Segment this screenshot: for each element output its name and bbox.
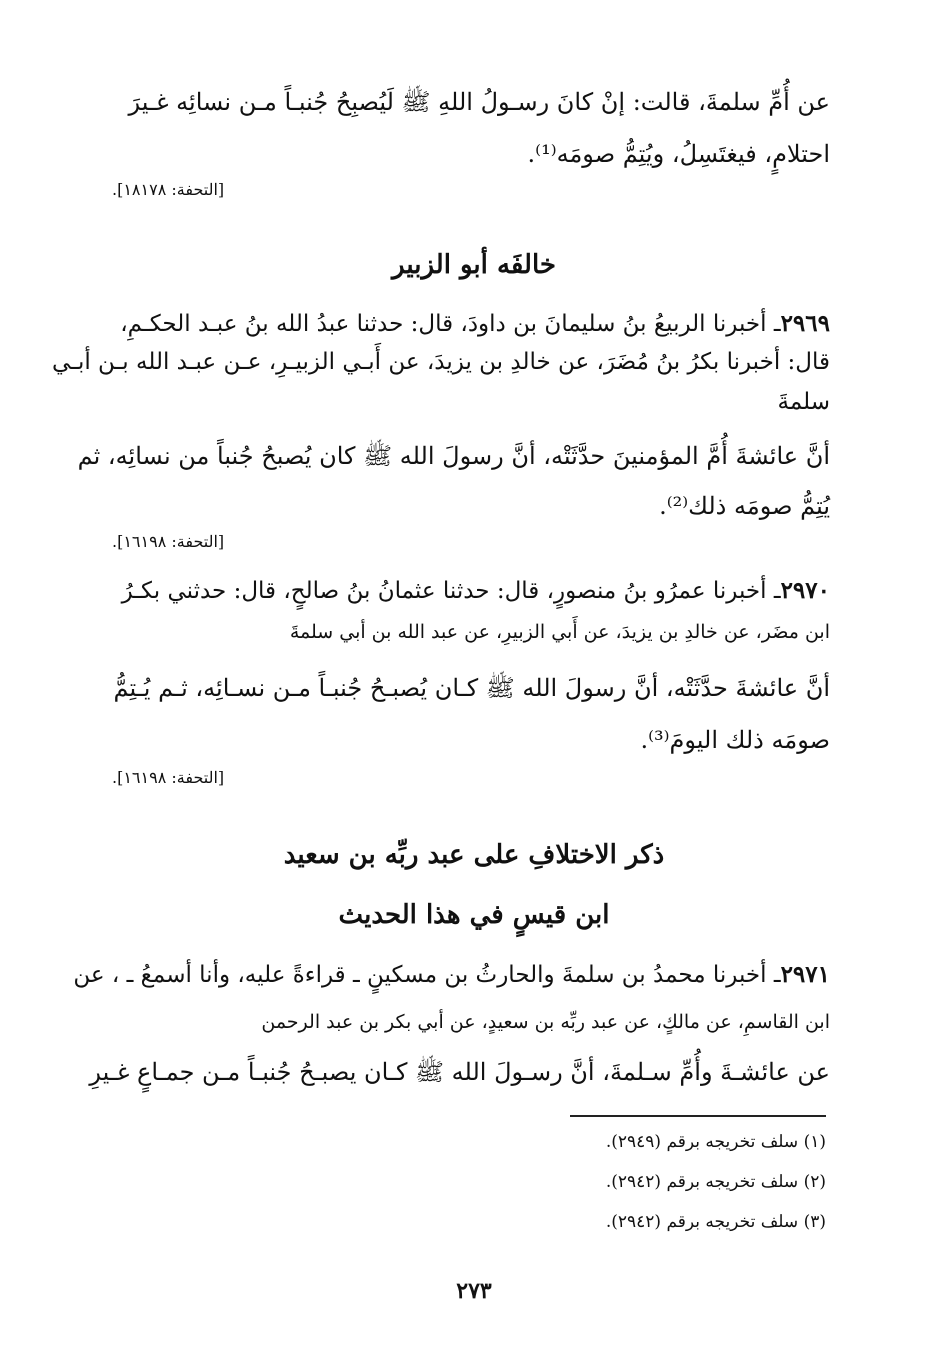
footnote-1: (١) سلف تخريجه برقم (٢٩٤٩). — [605, 1132, 826, 1152]
footnote-separator — [570, 1115, 826, 1117]
hadith-2971-matn-line-1: عن عائشـةَ وأُمِّ سـلمةَ، أنَّ رسـولَ الله ﷺ كـان يصبـحُ جُنبـاً مـن جمـاعٍ غـيرِ — [89, 1058, 830, 1086]
section-heading-2: ذكر الاختلافِ على عبد ربِّه بن سعيد — [283, 840, 665, 870]
isnad-text: ـ أخبرنا الربيعُ بنُ سليمانَ بن داودَ، قال: حدثنا عبدُ الله بنُ عبـد الحكـمِ، — [120, 311, 781, 337]
hadith-2969-isnad-line-1 — [120, 307, 830, 341]
hadith-2969-matn-line-2: يُتِمُّ صومَه ذلك⁽²⁾. — [659, 492, 830, 520]
top-passage-line-2: احتلامٍ، فيغتَسِلُ، ويُتِمُّ صومَه⁽¹⁾. — [527, 140, 830, 168]
footnote-2: (٢) سلف تخريجه برقم (٢٩٤٢). — [605, 1172, 826, 1192]
isnad-text: ـ أخبرنا محمدُ بن سلمةَ والحارثُ بن مسكينٍ ـ قراءةً عليه، وأنا أسمعُ ـ ، عن — [73, 962, 781, 988]
tuhfa-reference-2: [التحفة: ١٦١٩٨]. — [112, 532, 225, 551]
tuhfa-reference-3: [التحفة: ١٦١٩٨]. — [112, 768, 225, 787]
tuhfa-reference-1: [التحفة: ١٨١٧٨]. — [112, 180, 225, 199]
hadith-2970-matn-line-1: أنَّ عائشةَ حدَّثَتْه، أنَّ رسولَ الله ﷺ كـان يُصبـحُ جُنبـاً مـن نسـائِه، ثـم يُـتِمُّ — [113, 674, 830, 702]
hadith-number: ٢٩٦٩ — [780, 310, 830, 337]
isnad-text: ـ أخبرنا عمرُو بنُ منصورٍ، قال: حدثنا عثمانُ بنُ صالحٍ، قال: حدثني بكـرُ — [121, 578, 781, 604]
hadith-number: ٢٩٧٠ — [780, 577, 830, 604]
hadith-2969-matn-line-1: أنَّ عائشةَ أُمَّ المؤمنينَ حدَّثَتْه، أنَّ رسولَ الله ﷺ كان يُصبحُ جُنباً من نسائِه، ثم — [77, 442, 830, 470]
top-passage-line-1: عن أُمِّ سلمةَ، قالت: إنْ كانَ رسـولُ اللهِ ﷺ لَيُصبِحُ جُنبـاً مـن نسائِه غـيرَ — [128, 88, 830, 116]
footnote-3: (٣) سلف تخريجه برقم (٢٩٤٢). — [605, 1212, 826, 1232]
hadith-2970-isnad-line-2: ابن مضَر، عن خالدِ بن يزيدَ، عن أَبي الزبيرِ، عن عبد الله بن أبي سلمةَ — [289, 621, 830, 643]
hadith-2971-isnad-line-2: ابن القاسمِ، عن مالكٍ، عن عبد ربِّه بن سعيدٍ، عن أبي بكر بن عبد الرحمن — [261, 1011, 830, 1033]
page-number: ٢٧٣ — [456, 1278, 492, 1304]
hadith-2970-isnad-line-1 — [122, 574, 830, 608]
section-heading-1: خالفَه أبو الزبير — [392, 250, 556, 280]
hadith-2969-isnad-line-3: سلمةَ — [777, 389, 830, 415]
section-heading-3: ابن قيسٍ في هذا الحديث — [338, 900, 610, 930]
hadith-number: ٢٩٧١ — [780, 961, 830, 988]
hadith-2969-isnad-line-2: قال: أخبرنا بكرُ بنُ مُضَرَ، عن خالدِ بن يزيدَ، عن أَبـي الزبيـرِ، عـن عبـد الله بـن أبـي — [52, 349, 830, 375]
hadith-2970-matn-line-2: صومَه ذلك اليومَ⁽³⁾. — [640, 726, 830, 754]
hadith-2971-isnad-line-1 — [73, 958, 830, 992]
